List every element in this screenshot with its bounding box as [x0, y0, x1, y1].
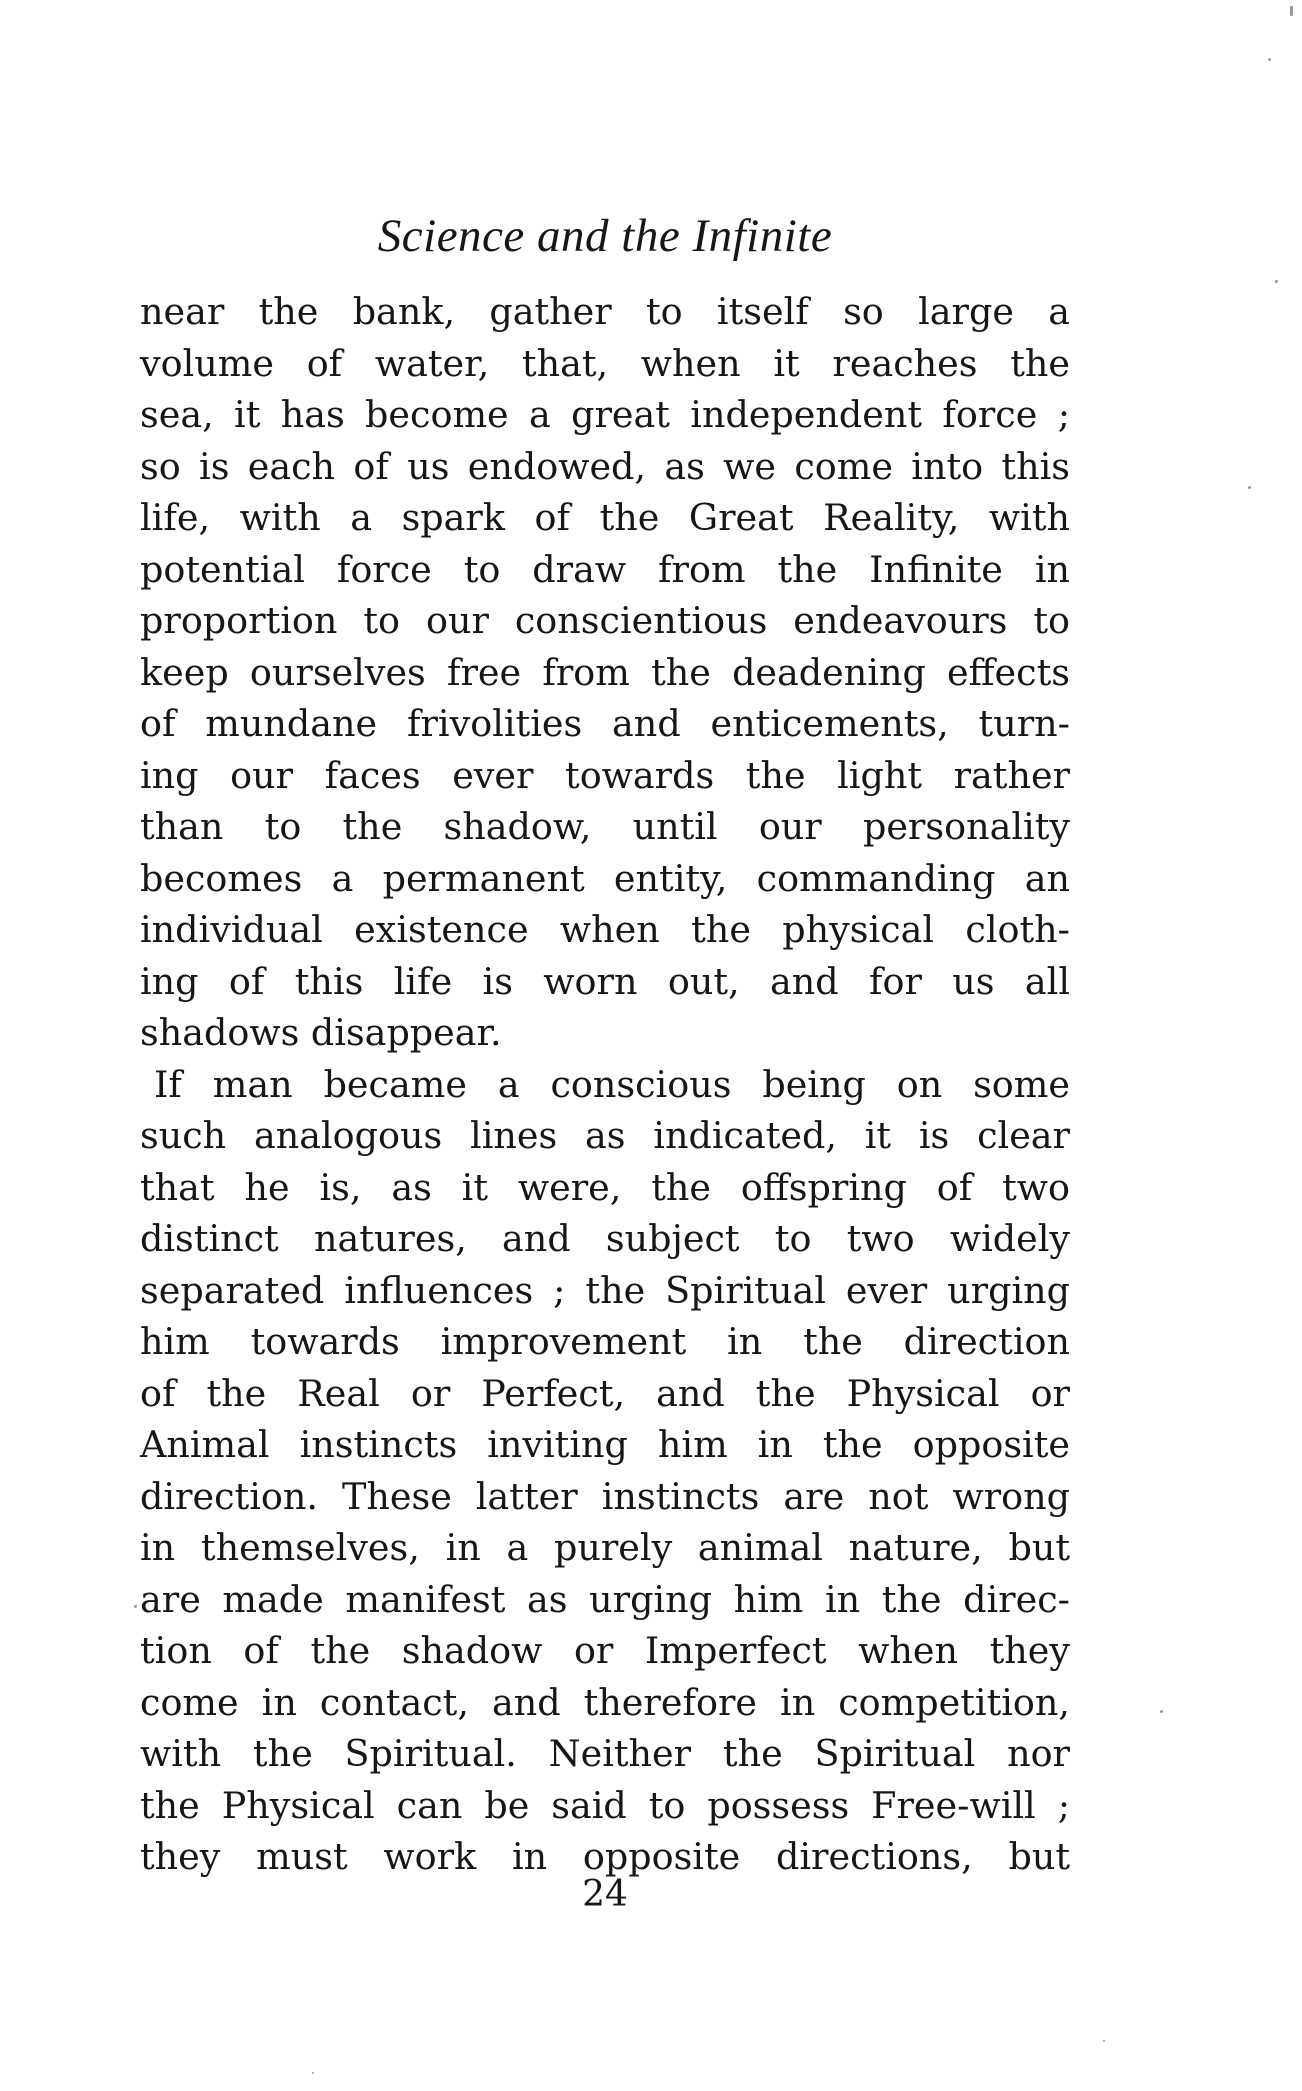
text-line: in themselves, in a purely animal nature, but — [140, 1526, 1070, 1569]
text-line: of mundane frivolities and enticements, turn- — [140, 702, 1070, 745]
text-line: individual existence when the physical cloth- — [140, 908, 1070, 951]
text-line: him towards improvement in the direction — [140, 1320, 1070, 1363]
paper-speck — [1268, 58, 1271, 61]
paragraph-start-line: If man became a conscious being on some — [154, 1062, 1070, 1106]
text-line: ing of this life is worn out, and for us all — [140, 959, 1070, 1003]
text-line: are made manifest as urging him in the direc- — [140, 1577, 1070, 1621]
text-line: the Physical can be said to possess Free-will ; — [140, 1783, 1070, 1827]
text-line: separated influences ; the Spiritual ever urging — [140, 1268, 1070, 1312]
text-line: tion of the shadow or Imperfect when they — [140, 1629, 1070, 1672]
text-line: proportion to our conscientious endeavours to — [140, 599, 1070, 642]
paper-speck — [312, 2072, 314, 2074]
text-line: sea, it has become a great independent force ; — [140, 393, 1070, 436]
paper-speck — [1160, 1710, 1163, 1713]
paper-speck — [1103, 2040, 1105, 2042]
text-line: volume of water, that, when it reaches the — [140, 341, 1070, 385]
text-line: with the Spiritual. Neither the Spiritual nor — [140, 1732, 1070, 1775]
text-line: that he is, as it were, the offspring of two — [140, 1165, 1070, 1209]
text-line: come in contact, and therefore in competition, — [140, 1680, 1070, 1724]
paper-speck — [134, 1605, 137, 1608]
text-line: distinct natures, and subject to two widely — [140, 1217, 1070, 1260]
text-line: life, with a spark of the Great Reality, with — [140, 496, 1070, 539]
body-text — [140, 286, 1070, 1883]
paper-speck — [1248, 486, 1251, 489]
text-line: so is each of us endowed, as we come into this — [140, 444, 1070, 488]
text-line: becomes a permanent entity, commanding an — [140, 856, 1070, 900]
paragraph-end-line: shadows disappear. — [140, 1011, 502, 1054]
text-line: keep ourselves free from the deadening effects — [140, 650, 1070, 694]
paper-speck — [1290, 6, 1293, 16]
text-line: Animal instincts inviting him in the opposite — [140, 1423, 1070, 1466]
text-line: such analogous lines as indicated, it is clear — [140, 1114, 1070, 1157]
text-line: of the Real or Perfect, and the Physical or — [140, 1371, 1070, 1415]
paper-speck — [1275, 280, 1278, 283]
page-number: 24 — [582, 1874, 628, 1915]
text-line: they must work in opposite directions, but — [140, 1835, 1070, 1878]
text-line: near the bank, gather to itself so large a — [140, 290, 1070, 333]
text-line: potential force to draw from the Infinite in — [140, 547, 1070, 591]
text-line: ing our faces ever towards the light rather — [140, 753, 1070, 797]
text-line: than to the shadow, until our personality — [140, 805, 1070, 848]
running-head: Science and the Infinite — [377, 210, 833, 262]
text-line: direction. These latter instincts are not wrong — [140, 1474, 1070, 1518]
